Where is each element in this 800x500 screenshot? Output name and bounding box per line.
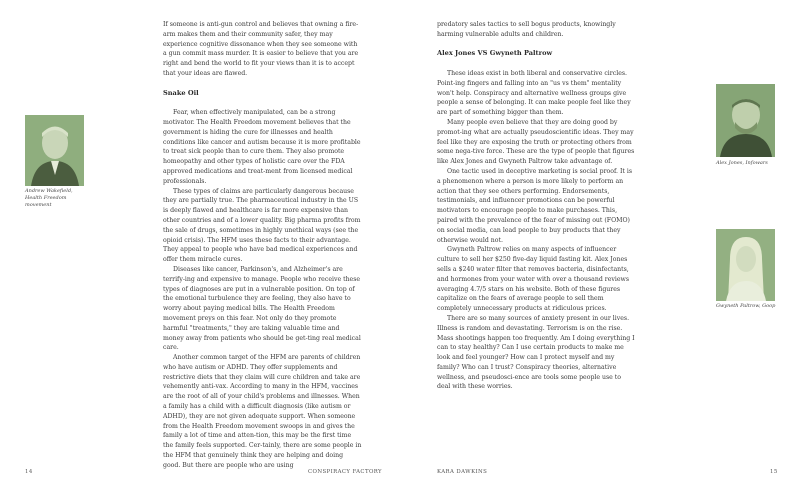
left-paragraph: Another common target of the HFM are parents of children who have autism or ADHD. They offer supplements and restrictive diets that they claim will cure children and take are vehemently anti-vax. According to many in the HFM, vaccines are the root of all of your child's problems and illnesses. When a family has a child with a difficult diagnosis (like autism or ADHD), they are not given adequate support. When someone from the Health Freedom movement swoops in and gives the family a lot of time and atten-tion, this may be the first time the family feels supported. Cer-tainly, there are some people in the HFM that genuinely think they are helping and doing good. But there are people who are using <box>163 354 362 469</box>
left-intro-paragraph: If someone is anti-gun control and believes that owning a fire-arm makes them and their community safer, they may experience cognitive dissonance when they see someone with a gun commit mass murder. It is easier to believe that you are right and bend the world to fit your views than it is to accept that your ideas are flawed. <box>163 21 359 77</box>
right-paragraph: There are so many sources of anxiety present in our lives. Illness is random and devastating. Terrorism is on the rise. Mass shootings happen too frequently. Am I doing everything I can to stay healthy? Can I use certain products to make me look and feel younger? How can I protect myself and my family? Who can I trust? Conspiracy theories, alternative wellness, and pseudosci-ence are tools some people use to deal with these worries. <box>437 314 635 391</box>
right-paragraph: These ideas exist in both liberal and conservative circles. Point-ing fingers and falling into an "us vs them" mentality won't help. Conspiracy and alternative wellness groups give people a sense of belonging. It can make people feel like they are part of something bigger than them. <box>437 69 631 117</box>
right-paragraph: One tactic used in deceptive marketing is social proof. It is a phenomenon where a person is more likely to perform an action that they see others performing. Endorsements, testimonials, and influencer promotions can be powerful motivators to encourage people to make purchases. This, paired with the prevalence of the fear of missing out (FOMO) on social media, can lead people to buy products that they otherwise would not. <box>437 167 633 244</box>
left-page-number: 14 <box>25 469 33 475</box>
heading-alex-jones-vs-gwyneth-paltrow: Alex Jones VS Gwyneth Paltrow <box>437 49 553 58</box>
right-page-number: 15 <box>770 469 778 475</box>
gwyneth-paltrow-photo <box>716 229 775 301</box>
gwyneth-paltrow-caption: Gwyneth Paltrow, Goop <box>716 303 776 309</box>
portrait-image <box>716 84 775 157</box>
wakefield-caption: Andrew Wakefield, Health Freedom movement <box>25 188 73 208</box>
left-paragraph: Diseases like cancer, Parkinson's, and Alzheimer's are terrify-ing and expensive to manage. People who receive these types of diagnoses are put in a vulnerable position. On top of the emotional turbulence they are feeling, they also have to worry about paying medical bills. The Health Freedom movement preys on this fear. Not only do they promote harmful "treatments," they are taking valuable time and money away from patients who should be get-ting real medical care. <box>163 265 361 352</box>
left-running-title: CONSPIRACY FACTORY <box>308 469 383 475</box>
right-intro-paragraph: predatory sales tactics to sell bogus products, knowingly harming vulnerable adults and children. <box>437 21 616 38</box>
left-paragraph: These types of claims are particularly dangerous because they are partially true. The pharmaceutical industry in the US is deeply flawed and healthcare is far more expensive than other countries and of a lower quality. Big pharma profits from the sale of drugs, sometimes in highly unethical ways (see the opioid crisis). The HFM uses these facts to their advantage. They appeal to people who have bad medical experiences and offer them miracle cures. <box>163 187 361 264</box>
portrait-image <box>25 115 84 186</box>
heading-snake-oil: Snake Oil <box>163 88 199 97</box>
andrew-wakefield-photo <box>25 115 84 186</box>
right-text-column <box>437 20 636 392</box>
alex-jones-caption: Alex Jones, Infowars <box>716 160 768 166</box>
left-paragraph: Fear, when effectively manipulated, can be a strong motivator. The Health Freedom movement believes that the government is hiding the cure for illnesses and health conditions like cancer and autism because it is more profitable to treat sick people than to cure them. They also promote homeopathy and other types of holistic care over the FDA approved medications and treat-ment from licensed medical professionals. <box>163 109 361 185</box>
alex-jones-photo <box>716 84 775 157</box>
right-running-title: KARA DAWKINS <box>437 469 488 475</box>
right-paragraph: Many people even believe that they are doing good by promot-ing what are actually pseudoscientific ideas. They may feel like they are exposing the truth or protecting others from some nega-tive force. These are the type of people that figures like Alex Jones and Gwyneth Paltrow take advantage of. <box>437 118 635 166</box>
right-paragraph: Gwyneth Paltrow relies on many aspects of influencer culture to sell her $250 five-day liquid fasting kit. Alex Jones sells a $240 water filter that removes bacteria, disinfectants, and hormones from your water with over a thousand reviews averaging 4.7/5 stars on his website. Both of these figures capitalize on the fears of average people to sell them completely unnecessary products at ridiculous prices. <box>437 246 630 313</box>
portrait-image <box>716 229 775 301</box>
left-text-column <box>163 20 362 471</box>
